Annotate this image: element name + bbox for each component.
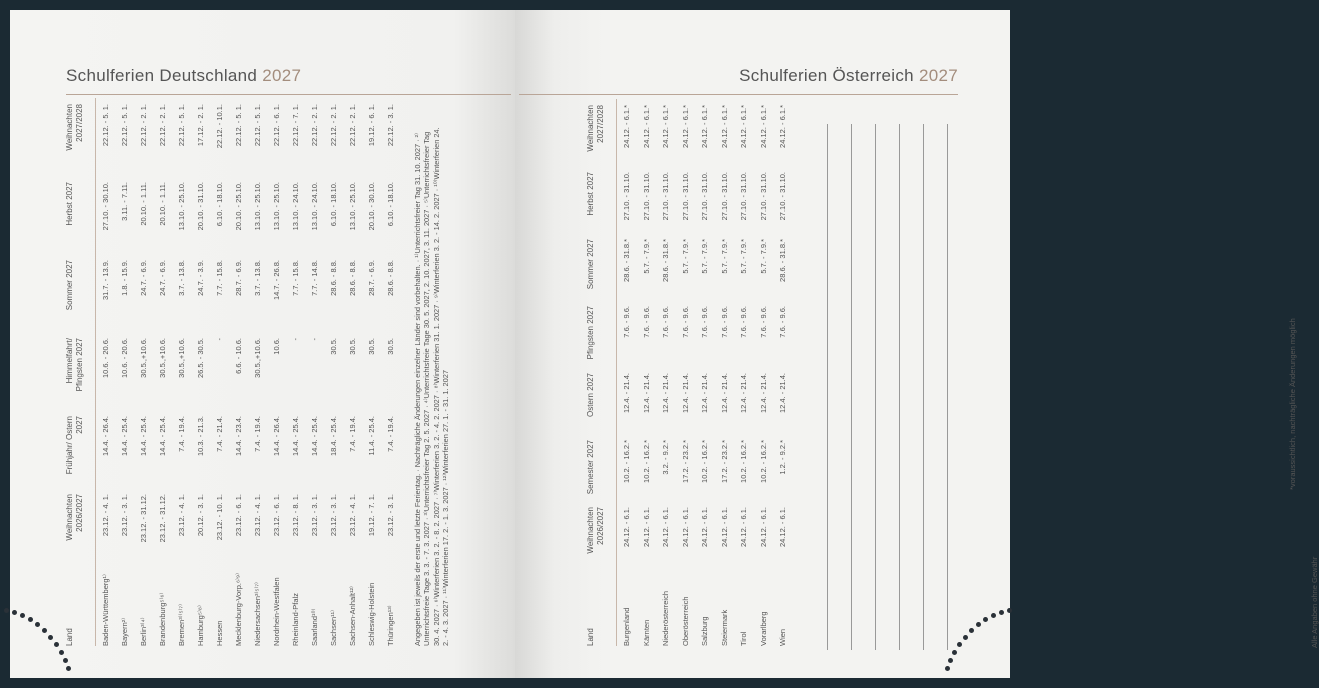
holiday-dates: 7.6. - 9.6. — [680, 306, 690, 338]
holiday-dates: 18.4. - 25.4. — [329, 416, 338, 457]
state-name: Wien — [778, 628, 787, 646]
holiday-dates: 5.7. - 7.9.* — [739, 239, 748, 274]
note-line — [923, 124, 924, 650]
state-name: Kärnten — [641, 619, 651, 646]
binding-dot — [4, 608, 9, 613]
binding-dot — [945, 666, 950, 671]
column-header: Herbst 2027 — [586, 172, 595, 216]
state-name: Nordrhein-Westfalen — [272, 577, 281, 646]
holiday-dates: 23.12. - 8. 1. — [291, 494, 300, 537]
binding-dot — [976, 622, 981, 627]
holiday-dates: 22.12. - 5. 1. — [253, 104, 262, 147]
holiday-dates: 7.4. - 21.4. — [215, 416, 224, 452]
holiday-dates: 3.7. - 13.8. — [253, 260, 262, 296]
binding-dot — [999, 610, 1004, 615]
holiday-dates: 7.6. - 9.6. — [622, 306, 631, 338]
column-header: Ostern 2027 — [586, 373, 595, 418]
holiday-dates: 5.7. - 7.9.* — [700, 239, 709, 274]
holiday-dates: 17.2. - 23.2.* — [680, 440, 690, 483]
binding-dot — [957, 642, 962, 647]
binding-dot — [54, 642, 59, 647]
holiday-dates: 7.4. - 19.4. — [348, 416, 357, 452]
binding-dot — [35, 622, 40, 627]
holiday-dates: 7.7. - 15.8. — [215, 260, 224, 296]
holiday-dates: 24.7. - 6.9. — [139, 260, 148, 296]
holiday-dates: 24.12. - 6.1.* — [661, 105, 670, 148]
state-name: Niederösterreich — [661, 590, 670, 646]
holiday-dates: 24.12. - 6.1. — [778, 507, 787, 548]
holiday-dates: 20.10. - 1.11. — [139, 182, 148, 226]
holiday-dates: 12.4. - 21.4. — [719, 373, 729, 414]
holiday-dates: 7.6. - 9.6. — [778, 306, 787, 338]
right-page — [515, 10, 1319, 678]
holiday-dates: 12.4. - 21.4. — [661, 373, 670, 414]
holiday-dates: 23.12. - 4. 1. — [253, 494, 262, 537]
holiday-dates: 6.10. - 18.10. — [329, 182, 338, 227]
holiday-dates: 10.6. — [272, 338, 281, 355]
holiday-dates: 30.5.,+10.6. — [139, 338, 148, 378]
holiday-dates: 23.12. - 4. 1. — [177, 494, 186, 537]
holiday-dates: 20.10. - 25.10. — [234, 182, 243, 231]
holiday-dates: 20.10. - 30.10. — [367, 182, 376, 231]
state-name: Sachsen-Anhalt¹²⁾ — [348, 586, 357, 646]
column-header: Weihnachten 2026/2027 — [65, 494, 84, 541]
binding-dot — [1007, 608, 1012, 613]
holiday-dates: 22.12. - 3. 1. — [386, 104, 395, 147]
holiday-dates: 12.4. - 21.4. — [778, 373, 787, 414]
note-line — [947, 124, 948, 650]
state-name: Hamburg⁵⁾⁸⁾ — [196, 605, 205, 646]
holiday-dates: - — [215, 338, 224, 341]
binding-dot — [983, 617, 988, 622]
holiday-dates: 24.12. - 6.1.* — [622, 105, 631, 148]
note-line — [899, 124, 900, 650]
holiday-dates: 23.12. - 31.12. — [158, 494, 167, 543]
holiday-dates: 1.2. - 9.2.* — [778, 440, 787, 475]
holiday-dates: 10.6. - 20.6. — [101, 338, 110, 379]
column-header: Pfingsten 2027 — [586, 306, 595, 360]
holiday-dates: 12.4. - 21.4. — [622, 373, 631, 414]
state-name: Bremen³⁾⁽⁵⁾⁷⁾ — [177, 604, 186, 646]
footnote-text: *voraussichtlich, nachträgliche Änderungen möglich — [1288, 318, 1297, 490]
holiday-dates: 24.12. - 6.1. — [622, 507, 631, 548]
holiday-dates: 7.4. - 19.4. — [386, 416, 395, 452]
holiday-dates: 30.5. — [386, 338, 395, 355]
holiday-dates: 24.12. - 6.1. — [719, 507, 729, 548]
holiday-dates: 14.4. - 25.4. — [158, 416, 167, 457]
holiday-dates: 23.12. - 31.12. — [139, 494, 148, 543]
holiday-dates: 6.10. - 18.10. — [215, 182, 224, 227]
holiday-dates: 23.12. - 4. 1. — [348, 494, 357, 537]
holiday-dates: 27.10. - 30.10. — [101, 182, 110, 231]
holiday-dates: 27.10. - 31.10. — [641, 172, 651, 221]
holiday-dates: 3.11. - 7.11. — [120, 182, 129, 221]
state-name: Berlin³⁾⁴⁾ — [139, 617, 148, 646]
holiday-dates: 30.5. — [348, 338, 357, 355]
holiday-dates: 7.6. - 9.6. — [739, 306, 748, 338]
holiday-dates: 24.12. - 6.1.* — [758, 105, 768, 148]
state-name: Thüringen¹³⁾ — [386, 605, 395, 646]
column-header: Sommer 2027 — [586, 239, 595, 290]
holiday-dates: 23.12. - 3. 1. — [310, 494, 319, 537]
column-header: Sommer 2027 — [65, 260, 74, 311]
holiday-dates: 27.10. - 31.10. — [719, 172, 729, 221]
holiday-dates: 24.12. - 6.1.* — [778, 105, 787, 148]
holiday-dates: 22.12. - 5. 1. — [101, 104, 110, 147]
state-name: Saarland¹⁰⁾ — [310, 608, 319, 646]
holiday-dates: 13.10. - 25.10. — [272, 182, 281, 231]
holiday-dates: 28.6. - 31.8.* — [661, 239, 670, 282]
holiday-dates: 30.5. — [329, 338, 338, 355]
column-header: Frühjahr/ Ostern 2027 — [65, 416, 84, 475]
holiday-dates: 20.12. - 3. 1. — [196, 494, 205, 537]
state-name: Baden-Württemberg¹⁾ — [101, 574, 110, 646]
holiday-dates: 7.4. - 19.4. — [177, 416, 186, 452]
holiday-dates: 5.7. - 7.9.* — [758, 239, 768, 274]
note-line — [827, 124, 828, 650]
holiday-dates: 22.12. - 6. 1. — [272, 104, 281, 147]
holiday-dates: 22.12. - 2. 1. — [329, 104, 338, 147]
holiday-dates: 12.4. - 21.4. — [739, 373, 748, 414]
column-header: Weihnachten 2027/2028 — [65, 104, 84, 151]
header-separator — [616, 99, 617, 646]
holiday-dates: 28.6. - 8.8. — [329, 260, 338, 296]
holiday-dates: 17.2. - 23.2.* — [719, 440, 729, 483]
holiday-dates: 7.6. - 9.6. — [758, 306, 768, 338]
holiday-dates: 24.12. - 6.1.* — [700, 105, 709, 148]
holiday-dates: 30.5.,+10.6. — [158, 338, 167, 378]
column-header: Himmelfahrt/ Pfingsten 2027 — [65, 338, 84, 392]
state-name: Mecklenburg-Vorp.⁶⁾⁹⁾ — [234, 573, 243, 646]
holiday-dates: 11.4. - 25.4. — [367, 416, 376, 456]
holiday-dates: 10.2. - 16.2.* — [700, 440, 709, 483]
header-rule — [66, 94, 511, 95]
holiday-dates: 6.6. - 10.6. — [234, 338, 243, 374]
header-rule — [519, 94, 958, 95]
state-name: Burgenland — [622, 607, 631, 646]
holiday-dates: 27.10. - 31.10. — [700, 172, 709, 221]
holiday-dates: 13.10. - 25.10. — [348, 182, 357, 231]
holiday-dates: 13.10. - 25.10. — [253, 182, 262, 231]
holiday-dates: 13.10. - 25.10. — [177, 182, 186, 231]
holiday-dates: 17.12. - 2. 1. — [196, 104, 205, 147]
holiday-dates: 22.12. - 5. 1. — [177, 104, 186, 147]
holiday-dates: 24.12. - 6.1.* — [739, 105, 748, 148]
header-separator — [95, 98, 96, 646]
holiday-dates: 3.2. - 9.2.* — [661, 440, 670, 475]
holiday-dates: 7.4. - 19.4. — [253, 416, 262, 452]
holiday-dates: 14.4. - 23.4. — [234, 416, 243, 457]
binding-dot — [59, 650, 64, 655]
note-line — [875, 124, 876, 650]
holiday-dates: 5.7. - 7.9.* — [680, 239, 690, 274]
holiday-dates: 30.5.,+10.6. — [177, 338, 186, 378]
holiday-dates: 28.6. - 31.8.* — [622, 239, 631, 282]
holiday-dates: 10.2. - 16.2.* — [758, 440, 768, 483]
holiday-dates: - — [291, 338, 300, 341]
column-header: Weihnachten 2026/2027 — [586, 507, 605, 554]
holiday-dates: 28.6. - 31.8.* — [778, 239, 787, 282]
holiday-dates: 7.6. - 9.6. — [661, 306, 670, 338]
binding-dot — [63, 658, 68, 663]
holiday-dates: 6.10. - 18.10. — [386, 182, 395, 227]
holiday-dates: 24.12. - 6.1. — [641, 507, 651, 548]
holiday-dates: 23.12. - 6. 1. — [272, 494, 281, 537]
title-text: Schulferien Deutschland — [66, 66, 258, 85]
note-line — [851, 124, 852, 650]
holiday-dates: 30.5. — [367, 338, 376, 355]
holiday-dates: 24.12. - 6.1. — [661, 507, 670, 548]
holiday-dates: 31.7. - 13.9. — [101, 260, 110, 301]
footnote-text: Angegeben ist jeweils der erste und letzte Ferientag. · Nachträgliche Änderungen einzelner Länder sind vorbehalten. · ¹⁾Unterrichtsfreier Tag 31. 10. 2027 · ²⁾Unterrichtsfreie Tage 3. 3. - 7. 3. 2027 · ³⁾Unterrichtsfreier Tag 2. 5. 2027 · ⁴⁾Unterrichtsfreie Tage 30. 5. 2027, 2. 10. 2027, 3. 11. 2027 · ⁵⁾Unterrichtsfreier Tag 30. 4. 2027 · ⁶⁾Winterferien 3. 2. - 8. 2. 2027 · ⁷⁾Winterferien 3. 2. - 4. 2. 2027 · ⁸⁾Winterferien 31. 1. 2027 · ⁹⁾Winterferien 3. 2. - 14. 2. 2027 · ¹⁰⁾Winterferien 24. 2. - 4. 3. 2027 · ¹¹⁾Winterferien 17. 2. - 1. 3. 2027 · ¹²⁾Winterferien 27. 1. - 31. 1. 2027 — [413, 127, 451, 646]
holiday-dates: 19.12. - 7. 1. — [367, 494, 376, 537]
holiday-dates: 24.12. - 6.1. — [700, 507, 709, 548]
title-year: 2027 — [918, 66, 958, 85]
state-name: Hessen — [215, 620, 224, 646]
state-name: Salzburg — [700, 616, 709, 646]
holiday-dates: - — [310, 338, 319, 341]
binding-dot — [963, 635, 968, 640]
column-header: Land — [586, 628, 595, 646]
holiday-dates: 19.12. - 6. 1. — [367, 104, 376, 147]
holiday-dates: 22.12. - 2. 1. — [158, 104, 167, 147]
disclaimer-text: Alle Angaben ohne Gewähr — [1310, 556, 1319, 648]
holiday-dates: 24.12. - 6.1.* — [680, 105, 690, 148]
holiday-dates: 24.12. - 6.1. — [680, 507, 690, 548]
holiday-dates: 27.10. - 31.10. — [739, 172, 748, 221]
holiday-dates: 14.4. - 25.4. — [120, 416, 129, 457]
state-name: Schleswig-Holstein — [367, 582, 376, 646]
holiday-dates: 1.8. - 15.9. — [120, 260, 129, 296]
holiday-dates: 24.12. - 6.1.* — [719, 105, 729, 148]
holiday-dates: 7.6. - 9.6. — [719, 306, 729, 338]
binding-dot — [42, 628, 47, 633]
holiday-dates: 12.4. - 21.4. — [700, 373, 709, 414]
holiday-dates: 24.12. - 6.1.* — [641, 105, 651, 148]
holiday-dates: 24.12. - 6.1. — [758, 507, 768, 548]
open-planner-book — [10, 10, 1319, 678]
holiday-dates: 23.12. - 6. 1. — [234, 494, 243, 537]
holiday-dates: 22.12. - 5. 1. — [120, 104, 129, 147]
holiday-dates: 14.4. - 25.4. — [139, 416, 148, 457]
holiday-dates: 22.12. - 2. 1. — [139, 104, 148, 147]
binding-dot — [952, 650, 957, 655]
holiday-dates: 20.10. - 1.11. — [158, 182, 167, 226]
holiday-dates: 27.10. - 31.10. — [680, 172, 690, 221]
state-name: Tirol — [739, 631, 748, 646]
holiday-dates: 7.7. - 15.8. — [291, 260, 300, 296]
binding-dot — [12, 610, 17, 615]
holiday-dates: 22.12. - 2. 1. — [310, 104, 319, 147]
holiday-dates: 14.4. - 26.4. — [272, 416, 281, 457]
holiday-dates: 14.4. - 25.4. — [310, 416, 319, 457]
state-name: Brandenburg⁵⁾⁶⁾ — [158, 592, 167, 646]
column-header: Weihnachten 2027/2028 — [586, 105, 605, 152]
holiday-dates: 10.3. - 21.3. — [196, 416, 205, 457]
holiday-dates: 23.12. - 3. 1. — [329, 494, 338, 537]
holiday-dates: 7.6. - 9.6. — [700, 306, 709, 338]
holiday-dates: 26.5. - 30.5. — [196, 338, 205, 379]
state-name: Sachsen¹¹⁾ — [329, 609, 338, 646]
holiday-dates: 28.7. - 6.9. — [234, 260, 243, 296]
holiday-dates: 3.7. - 13.8. — [177, 260, 186, 296]
holiday-dates: 10.6. - 20.6. — [120, 338, 129, 379]
page-title-germany — [66, 66, 301, 86]
holiday-dates: 13.10. - 24.10. — [310, 182, 319, 231]
state-name: Rheinland-Pfalz — [291, 593, 300, 646]
holiday-dates: 24.7. - 6.9. — [158, 260, 167, 296]
holiday-dates: 28.6. - 8.8. — [348, 260, 357, 296]
binding-dot — [948, 658, 953, 663]
holiday-dates: 7.6. - 9.6. — [641, 306, 651, 338]
holiday-dates: 27.10. - 31.10. — [622, 172, 631, 221]
holiday-dates: 22.12. - 5. 1. — [234, 104, 243, 147]
holiday-dates: 28.7. - 6.9. — [367, 260, 376, 296]
holiday-dates: 10.2. - 16.2.* — [739, 440, 748, 483]
holiday-dates: 22.12. - 2. 1. — [348, 104, 357, 147]
holiday-dates: 27.10. - 31.10. — [661, 172, 670, 221]
holiday-dates: 5.7. - 7.9.* — [719, 239, 729, 274]
holiday-dates: 10.2. - 16.2.* — [641, 440, 651, 483]
holiday-dates: 23.12. - 4. 1. — [101, 494, 110, 537]
holiday-dates: 23.12. - 3. 1. — [386, 494, 395, 537]
holiday-dates: 20.10. - 31.10. — [196, 182, 205, 231]
column-header: Land — [65, 628, 74, 646]
state-name: Oberösterreich — [680, 596, 690, 646]
holiday-dates: 5.7. - 7.9.* — [641, 239, 651, 274]
state-name: Steiermark — [719, 609, 729, 646]
binding-dot — [991, 613, 996, 618]
holiday-dates: 12.4. - 21.4. — [641, 373, 651, 414]
state-name: Bayern²⁾ — [120, 617, 129, 646]
title-year: 2027 — [262, 66, 302, 85]
binding-dot — [48, 635, 53, 640]
holiday-dates: 12.4. - 21.4. — [758, 373, 768, 414]
state-name: Niedersachsen³⁾⁵⁾⁷⁾ — [253, 582, 262, 646]
holiday-dates: 10.2. - 16.2.* — [622, 440, 631, 483]
holiday-dates: 27.10. - 31.10. — [778, 172, 787, 221]
left-page — [10, 10, 515, 678]
column-header: Semester 2027 — [586, 440, 595, 495]
holiday-dates: 23.12. - 3. 1. — [120, 494, 129, 537]
holiday-dates: 28.6. - 8.8. — [386, 260, 395, 296]
holiday-dates: 22.12. - 10.1. — [215, 104, 224, 149]
column-header: Herbst 2027 — [65, 182, 74, 226]
holiday-dates: 24.12. - 6.1. — [739, 507, 748, 548]
holiday-dates: 27.10. - 31.10. — [758, 172, 768, 221]
state-name: Vorarlberg — [758, 611, 768, 646]
holiday-dates: 14.4. - 25.4. — [291, 416, 300, 457]
holiday-dates: 12.4. - 21.4. — [680, 373, 690, 414]
binding-dot — [66, 666, 71, 671]
binding-dot — [20, 613, 25, 618]
holiday-dates: 23.12. - 10. 1. — [215, 494, 224, 541]
title-text: Schulferien Österreich — [739, 66, 914, 85]
holiday-dates: 7.7. - 14.8. — [310, 260, 319, 296]
germany-footnotes — [413, 126, 473, 646]
holiday-dates: 24.7. - 3.9. — [196, 260, 205, 296]
holiday-dates: 30.5.,+10.6. — [253, 338, 262, 378]
holiday-dates: 14.4. - 26.4. — [101, 416, 110, 457]
holiday-dates: 22.12. - 7. 1. — [291, 104, 300, 147]
binding-dot — [969, 628, 974, 633]
binding-dot — [28, 617, 33, 622]
holiday-dates: 14.7. - 26.8. — [272, 260, 281, 301]
page-title-austria — [739, 66, 958, 86]
holiday-dates: 13.10. - 24.10. — [291, 182, 300, 231]
